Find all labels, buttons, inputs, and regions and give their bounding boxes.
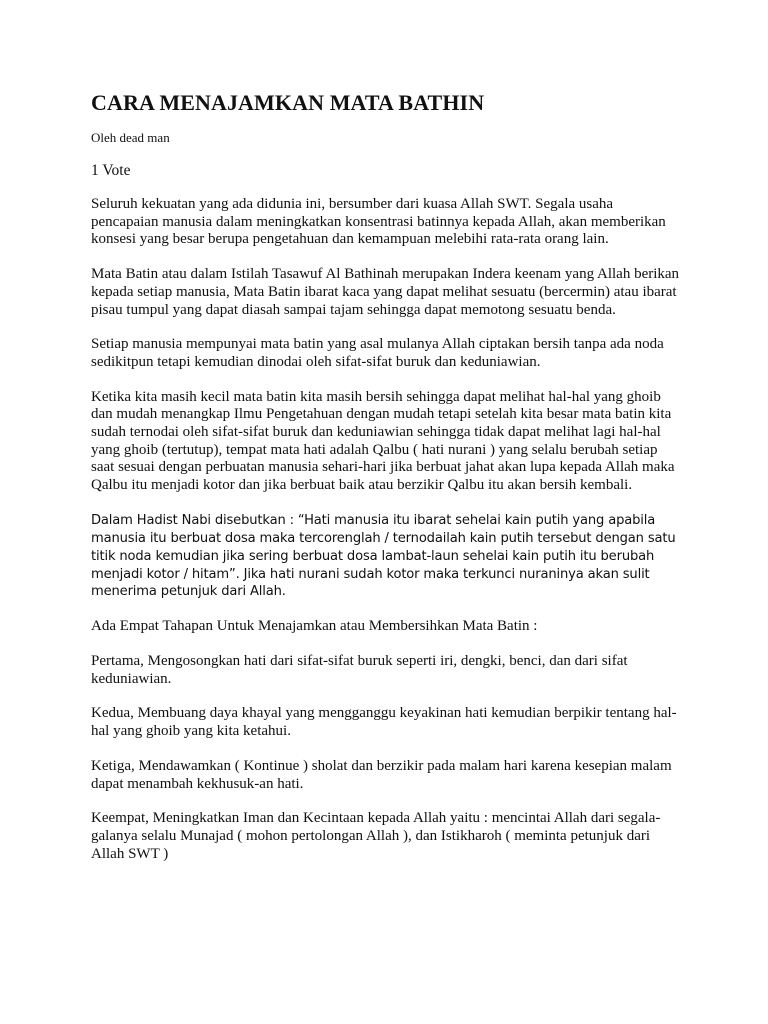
article-byline: Oleh dead man [91,130,170,145]
paragraph-childhood: Ketika kita masih kecil mata batin kita masih bersih sehingga dapat melihat hal-hal yang ghoib dan mudah menangkap Ilmu Pengetahuan dengan mudah tetapi setelah kita besar mata batin kita sudah ternodai oleh sifat-sifat buruk dan keduniawian sehingga tidak dapat melihat lagi hal-hal yang ghoib (tertutup), tempat mata hati adalah Qalbu ( hati nurani ) yang selalu berubah setiap saat sesuai dengan perbuatan manusia sehari-hari jika berbuat jahat akan lupa kepada Allah maka Qalbu itu menjadi kotor dan jika berbuat baik atau berzikir Qalbu itu akan bersih kembali. [91,388,675,494]
paragraph-steps-intro: Ada Empat Tahapan Untuk Menajamkan atau Membersihkan Mata Batin : [91,618,538,635]
paragraph-origin: Setiap manusia mempunyai mata batin yang asal mulanya Allah ciptakan bersih tanpa ada noda sedikitpun tetapi kemudian dinodai oleh sifat-sifat buruk dan keduniawian. [91,336,664,370]
paragraph-step-2: Kedua, Membuang daya khayal yang mengganggu keyakinan hati kemudian berpikir tentang hal-hal yang ghoib yang kita ketahui. [91,705,677,740]
paragraph-step-4: Keempat, Meningkatkan Iman dan Kecintaan kepada Allah yaitu : mencintai Allah dari segala-galanya selalu Munajad ( mohon pertolongan Allah ), dan Istikharoh ( meminta petunjuk dari Allah SWT ) [91,810,661,862]
document-page [91,88,681,880]
paragraph-step-3: Ketiga, Mendawamkan ( Kontinue ) sholat dan berzikir pada malam hari karena kesepian malam dapat menambah kekhusuk-an hati. [91,757,672,792]
paragraph-mata-batin-definition: Mata Batin atau dalam Istilah Tasawuf Al Bathinah merupakan Indera keenam yang Allah berikan kepada setiap manusia, Mata Batin ibarat kaca yang dapat melihat sesuatu (bercermin) atau ibarat pisau tumpul yang dapat diasah sampai tajam sehingga dapat memotong sesuatu benda. [91,266,680,318]
vote-count: 1 Vote [91,162,131,179]
article-body [91,196,681,863]
paragraph-hadith: Dalam Hadist Nabi disebutkan : “Hati manusia itu ibarat sehelai kain putih yang apabila manusia itu berbuat dosa maka tercorenglah / ternodailah kain putih tersebut dengan satu titik noda kemudian jika sering berbuat dosa lambat-laun sehelai kain putih itu berubah menjadi kotor / hitam”. Jika hati nurani sudah kotor maka terkunci nuraninya akan sulit menerima petunjuk dari Allah. [91,512,676,600]
article-title: CARA MENAJAMKAN MATA BATHIN [91,90,485,115]
paragraph-intro: Seluruh kekuatan yang ada didunia ini, bersumber dari kuasa Allah SWT. Segala usaha pencapaian manusia dalam meningkatkan konsentrasi batinnya kepada Allah, akan memberikan konsesi yang besar berupa pengetahuan dan kemampuan melebihi rata-rata orang lain. [91,196,666,248]
paragraph-step-1: Pertama, Mengosongkan hati dari sifat-sifat buruk seperti iri, dengki, benci, dan dari sifat keduniawian. [91,653,628,687]
